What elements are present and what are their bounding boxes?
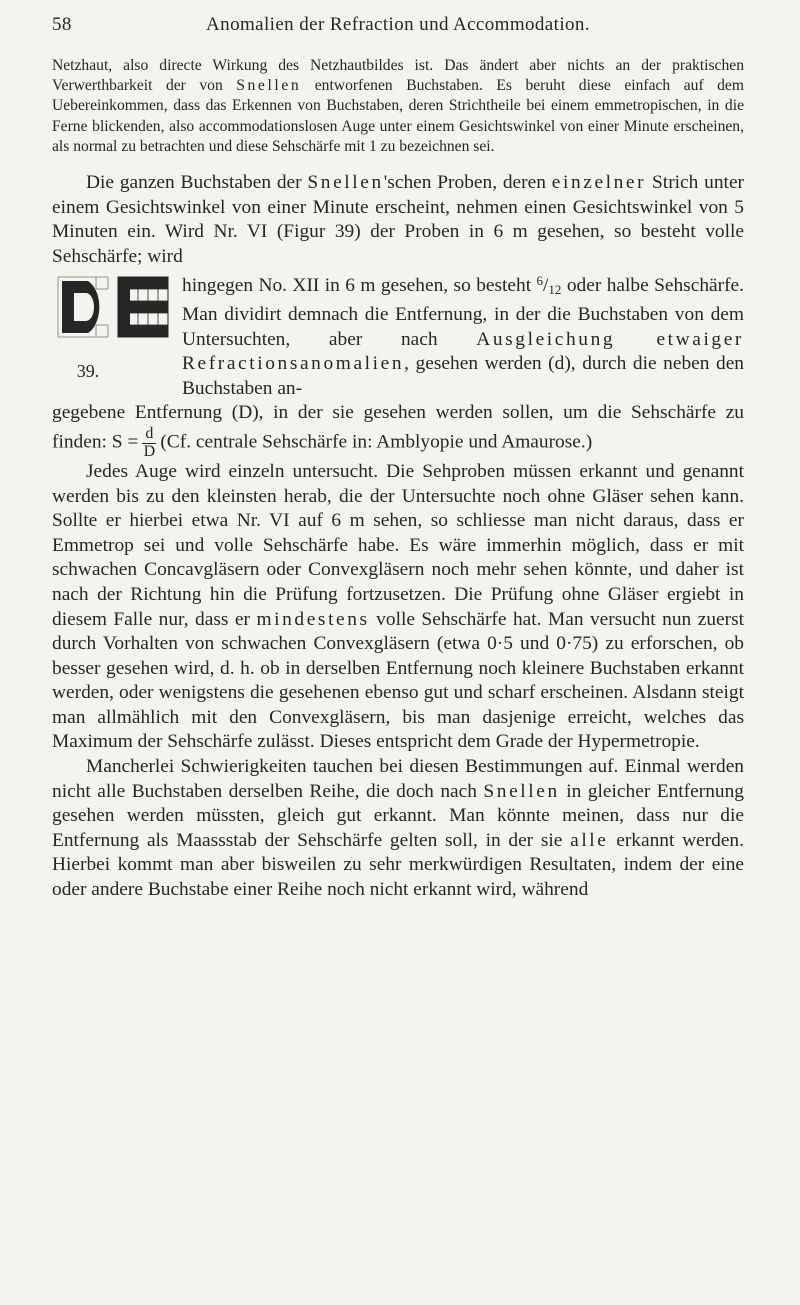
- paragraph-1-end: [52, 401, 744, 460]
- text-run: Jedes Auge wird einzeln untersucht. Die Sehproben müssen erkannt und genannt werden bis zu den kleinsten herab, die der Untersuchte noch ohne Gläser sehen kann. Sollte er hierbei etwa Nr. VI auf 6 m sehen, so schliesse man nicht daraus, dass er Emmetrop sei und volle Sehschärfe habe. Es wäre immerhin möglich, dass er mit schwachen Concavgläsern oder Convexgläsern noch mehr sehen könnte, und daher ist nach der Richtung hin die Prüfung fortzusetzen. Die Prüfung ohne Gläser ergiebt in diesem Falle nur, dass er: [52, 460, 744, 630]
- text-run: , gesehen werden (d), durch die neben den Buchstaben an-: [182, 353, 744, 399]
- text-run: oder halbe Sehschärfe. Man dividirt demnach die Entfernung, in der die Buchstaben von dem Untersuchten, aber nach: [182, 275, 744, 350]
- text-run: hingegen No. XII in 6 m gesehen, so besteht: [182, 275, 537, 297]
- author-name: Snellen: [236, 77, 302, 95]
- text-run: Strich unter einem Gesichtswinkel von einer Minute erscheint, nehmen einen Gesichtswinkel von 5 Minuten ein. Wird Nr. VI (Figur 39) der Proben in 6 m gesehen, so besteht volle Sehschärfe; wird: [52, 172, 745, 267]
- running-title: Anomalien der Refraction und Accommodation.: [206, 14, 590, 35]
- text-run: volle Sehschärfe hat. Man versucht nun zuerst durch Vorhalten von schwachen Convexgläsern (etwa 0·5 und 0·75) zu erforschen, ob besser gesehen wird, d. h. ob in derselben Entfernung noch kleinere Buchstaben erkannt werden, oder wenigstens die gesehenen ebenso gut und scharf erscheinen. Alsdann steigt man allmählich mit den Convexgläsern, bis man dasjenige erreicht, welches das Maximum der Sehschärfe zulässt. Dieses entspricht dem Grade der Hypermetropie.: [52, 608, 745, 753]
- page-header: [52, 14, 744, 36]
- fraction-denominator: 12: [548, 282, 562, 298]
- emphasis: Ausgleichung etwaiger: [476, 328, 744, 350]
- author-name: Snellen: [307, 172, 384, 194]
- formula-denominator: D: [143, 442, 156, 460]
- text-run: gegebene Entfernung (D), in der sie gesehen werden sollen, um die Sehschärfe zu finden: S =: [52, 402, 744, 453]
- emphasis: Refractionsanomalien: [182, 353, 405, 375]
- emphasis: einzelner: [551, 172, 647, 194]
- emphasis: alle: [570, 829, 609, 851]
- text-run: in gleicher Entfernung gesehen werden müssten, gleich gut erkannt. Man könnte meinen, dass nur die Entfernung als Maassstab der Sehschärfe gelten soll, in der sie: [52, 780, 744, 851]
- paragraph-1-continued: hingegen No. XII in 6 m gesehen, so besteht $^6/_{12}$ oder halbe Sehschärfe. Man dividirt demnach die Entfernung, in der die Buchstaben von dem Untersuchten, aber nach Ausgleichung etwaiger Refractionsanomalien, gesehen werden (d), durch die neben den Buchstaben an-: [182, 273, 744, 399]
- figure-39: [52, 273, 182, 382]
- page-number: 58: [52, 14, 72, 35]
- snellen-letters-figure: [52, 273, 176, 357]
- paragraph-3: [52, 755, 744, 903]
- letter-e-icon: [118, 277, 168, 337]
- main-text: [52, 171, 744, 903]
- paragraph-2: [52, 460, 744, 755]
- text-run: Die ganzen Buchstaben der: [86, 172, 308, 194]
- text-run: Mancherlei Schwierigkeiten tauchen bei diesen Bestimmungen auf. Einmal werden nicht alle Buchstaben derselben Reihe, die doch nach: [52, 756, 744, 802]
- text-run: 'schen Proben, deren: [383, 172, 552, 194]
- text-run: (Cf. centrale Sehschärfe in: Amblyopie und Amaurose.): [160, 431, 593, 453]
- formula-numerator: d: [142, 426, 156, 444]
- fraction-numerator: 6: [536, 273, 544, 289]
- formula-s: [142, 426, 156, 460]
- text-run: erkannt werden. Hierbei kommt man aber bisweilen zu sehr merkwürdigen Resultaten, indem der eine oder andere Buchstabe einer Reihe noch nicht erkannt wird, während: [52, 829, 744, 901]
- paragraph-1: [52, 171, 744, 269]
- small-text-part: entworfenen Buchstaben. Es beruht diese einfach auf dem Uebereinkommen, dass das Erkennen von Buchstaben, deren Strichtheile bei einem emmetropischen, in die Ferne blickenden, also accommodationslosen Auge unter einem Gesichtswinkel von einer Minute erscheinen, als normal zu betrachten und diese Sehschärfe mit 1 zu bezeichnen sei.: [52, 77, 744, 155]
- letter-d-icon: [58, 277, 108, 337]
- author-name: Snellen: [483, 780, 560, 802]
- figure-caption: 39.: [76, 361, 100, 382]
- small-text-part: Netzhaut, also directe Wirkung des Netzhautbildes ist. Das ändert aber nichts an der praktischen Verwerthbarkeit der von: [52, 57, 744, 95]
- small-print-paragraph: [52, 56, 744, 157]
- figure-row: [52, 269, 744, 401]
- emphasis: mindestens: [256, 608, 370, 630]
